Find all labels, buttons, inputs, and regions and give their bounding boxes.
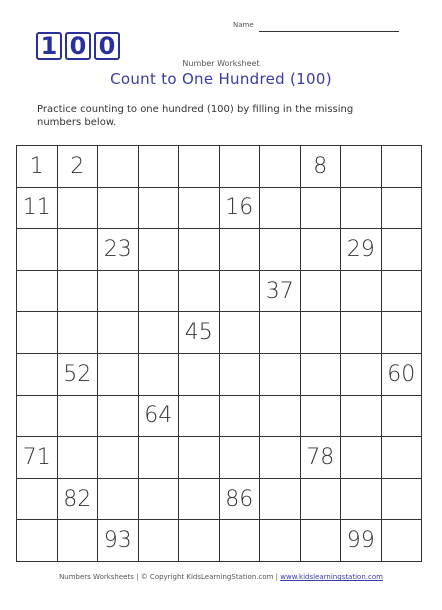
grid-cell[interactable] <box>220 520 261 562</box>
grid-cell[interactable] <box>179 146 220 188</box>
grid-cell[interactable] <box>179 520 220 562</box>
grid-cell[interactable] <box>98 146 139 188</box>
grid-cell[interactable] <box>98 437 139 479</box>
grid-cell[interactable]: 99 <box>341 520 382 562</box>
footer-separator: | <box>275 573 279 581</box>
grid-cell[interactable]: 29 <box>341 229 382 271</box>
grid-cell[interactable]: 52 <box>58 354 99 396</box>
logo-digit: 1 <box>36 32 62 60</box>
grid-cell[interactable] <box>179 479 220 521</box>
footer-left: Numbers Worksheets <box>59 573 134 581</box>
grid-cell[interactable] <box>58 188 99 230</box>
grid-cell[interactable] <box>179 396 220 438</box>
grid-cell[interactable] <box>382 229 423 271</box>
grid-cell[interactable] <box>98 354 139 396</box>
grid-cell[interactable] <box>139 271 180 313</box>
grid-cell[interactable] <box>220 396 261 438</box>
grid-cell[interactable] <box>301 229 342 271</box>
grid-cell[interactable]: 8 <box>301 146 342 188</box>
grid-cell[interactable] <box>382 271 423 313</box>
grid-cell[interactable]: 1 <box>17 146 58 188</box>
grid-cell[interactable]: 82 <box>58 479 99 521</box>
instructions: Practice counting to one hundred (100) by filling in the missing numbers below. <box>37 104 354 128</box>
grid-cell[interactable] <box>382 188 423 230</box>
grid-cell[interactable] <box>179 229 220 271</box>
grid-cell[interactable] <box>341 271 382 313</box>
grid-cell[interactable] <box>341 396 382 438</box>
grid-cell[interactable] <box>17 396 58 438</box>
grid-cell[interactable] <box>301 312 342 354</box>
grid-cell[interactable] <box>260 520 301 562</box>
grid-cell[interactable] <box>260 437 301 479</box>
grid-cell[interactable] <box>17 312 58 354</box>
grid-cell[interactable]: 93 <box>98 520 139 562</box>
grid-cell[interactable] <box>220 437 261 479</box>
grid-cell[interactable] <box>220 146 261 188</box>
footer-link[interactable]: www.kidslearningstation.com <box>280 573 383 581</box>
grid-cell[interactable] <box>98 188 139 230</box>
grid-cell[interactable] <box>382 146 423 188</box>
grid-cell[interactable] <box>382 479 423 521</box>
grid-cell[interactable] <box>260 146 301 188</box>
grid-cell[interactable] <box>17 520 58 562</box>
grid-cell[interactable] <box>58 520 99 562</box>
logo-digit: 0 <box>94 32 120 60</box>
logo-100 <box>36 32 120 60</box>
footer-copyright: © Copyright KidsLearningStation.com <box>140 573 274 581</box>
grid-cell[interactable] <box>139 437 180 479</box>
grid-cell[interactable]: 37 <box>260 271 301 313</box>
grid-cell[interactable]: 23 <box>98 229 139 271</box>
grid-cell[interactable] <box>341 479 382 521</box>
grid-cell[interactable] <box>382 520 423 562</box>
grid-cell[interactable] <box>260 312 301 354</box>
grid-cell[interactable]: 64 <box>139 396 180 438</box>
grid-cell[interactable] <box>341 188 382 230</box>
grid-cell[interactable] <box>301 479 342 521</box>
name-line <box>259 31 399 32</box>
grid-cell[interactable]: 60 <box>382 354 423 396</box>
grid-cell[interactable] <box>341 437 382 479</box>
grid-cell[interactable] <box>260 229 301 271</box>
grid-cell[interactable] <box>382 312 423 354</box>
grid-cell[interactable] <box>58 437 99 479</box>
grid-cell[interactable] <box>341 354 382 396</box>
grid-cell[interactable] <box>260 354 301 396</box>
grid-cell[interactable] <box>382 396 423 438</box>
grid-cell[interactable] <box>58 396 99 438</box>
grid-cell[interactable] <box>139 520 180 562</box>
worksheet-subtitle: Number Worksheet <box>182 59 260 68</box>
grid-cell[interactable]: 11 <box>17 188 58 230</box>
grid-cell[interactable]: 78 <box>301 437 342 479</box>
grid-cell[interactable] <box>220 271 261 313</box>
name-label: Name <box>233 21 254 29</box>
grid-cell[interactable] <box>179 437 220 479</box>
grid-cell[interactable] <box>341 312 382 354</box>
grid-cell[interactable] <box>301 396 342 438</box>
grid-cell[interactable] <box>139 479 180 521</box>
grid-cell[interactable] <box>301 271 342 313</box>
grid-cell[interactable] <box>58 312 99 354</box>
grid-cell[interactable] <box>139 188 180 230</box>
grid-cell[interactable] <box>382 437 423 479</box>
worksheet-title: Count to One Hundred (100) <box>110 70 332 88</box>
grid-cell[interactable]: 16 <box>220 188 261 230</box>
grid-cell[interactable] <box>17 479 58 521</box>
grid-cell[interactable] <box>139 229 180 271</box>
grid-cell[interactable] <box>179 188 220 230</box>
grid-cell[interactable] <box>139 146 180 188</box>
grid-cell[interactable] <box>301 188 342 230</box>
grid-cell[interactable]: 45 <box>179 312 220 354</box>
grid-cell[interactable] <box>179 271 220 313</box>
grid-cell[interactable]: 86 <box>220 479 261 521</box>
footer <box>0 573 442 581</box>
grid-cell[interactable] <box>58 229 99 271</box>
grid-cell[interactable] <box>301 520 342 562</box>
grid-cell[interactable]: 2 <box>58 146 99 188</box>
grid-cell[interactable] <box>98 312 139 354</box>
grid-cell[interactable] <box>17 354 58 396</box>
grid-cell[interactable] <box>220 312 261 354</box>
footer-separator: | <box>136 573 139 581</box>
grid-cell[interactable] <box>58 271 99 313</box>
grid-cell[interactable] <box>179 354 220 396</box>
grid-cell[interactable] <box>301 354 342 396</box>
grid-cell[interactable] <box>260 479 301 521</box>
grid-cell[interactable] <box>98 396 139 438</box>
number-grid <box>16 145 422 562</box>
grid-cell[interactable] <box>17 271 58 313</box>
grid-cell[interactable] <box>17 229 58 271</box>
grid-cell[interactable] <box>341 146 382 188</box>
grid-cell[interactable] <box>260 396 301 438</box>
grid-cell[interactable] <box>139 312 180 354</box>
grid-cell[interactable] <box>98 271 139 313</box>
grid-cell[interactable] <box>220 354 261 396</box>
grid-cell[interactable] <box>260 188 301 230</box>
grid-cell[interactable]: 71 <box>17 437 58 479</box>
grid-cell[interactable] <box>220 229 261 271</box>
grid-cell[interactable] <box>98 479 139 521</box>
logo-digit: 0 <box>65 32 91 60</box>
grid-cell[interactable] <box>139 354 180 396</box>
